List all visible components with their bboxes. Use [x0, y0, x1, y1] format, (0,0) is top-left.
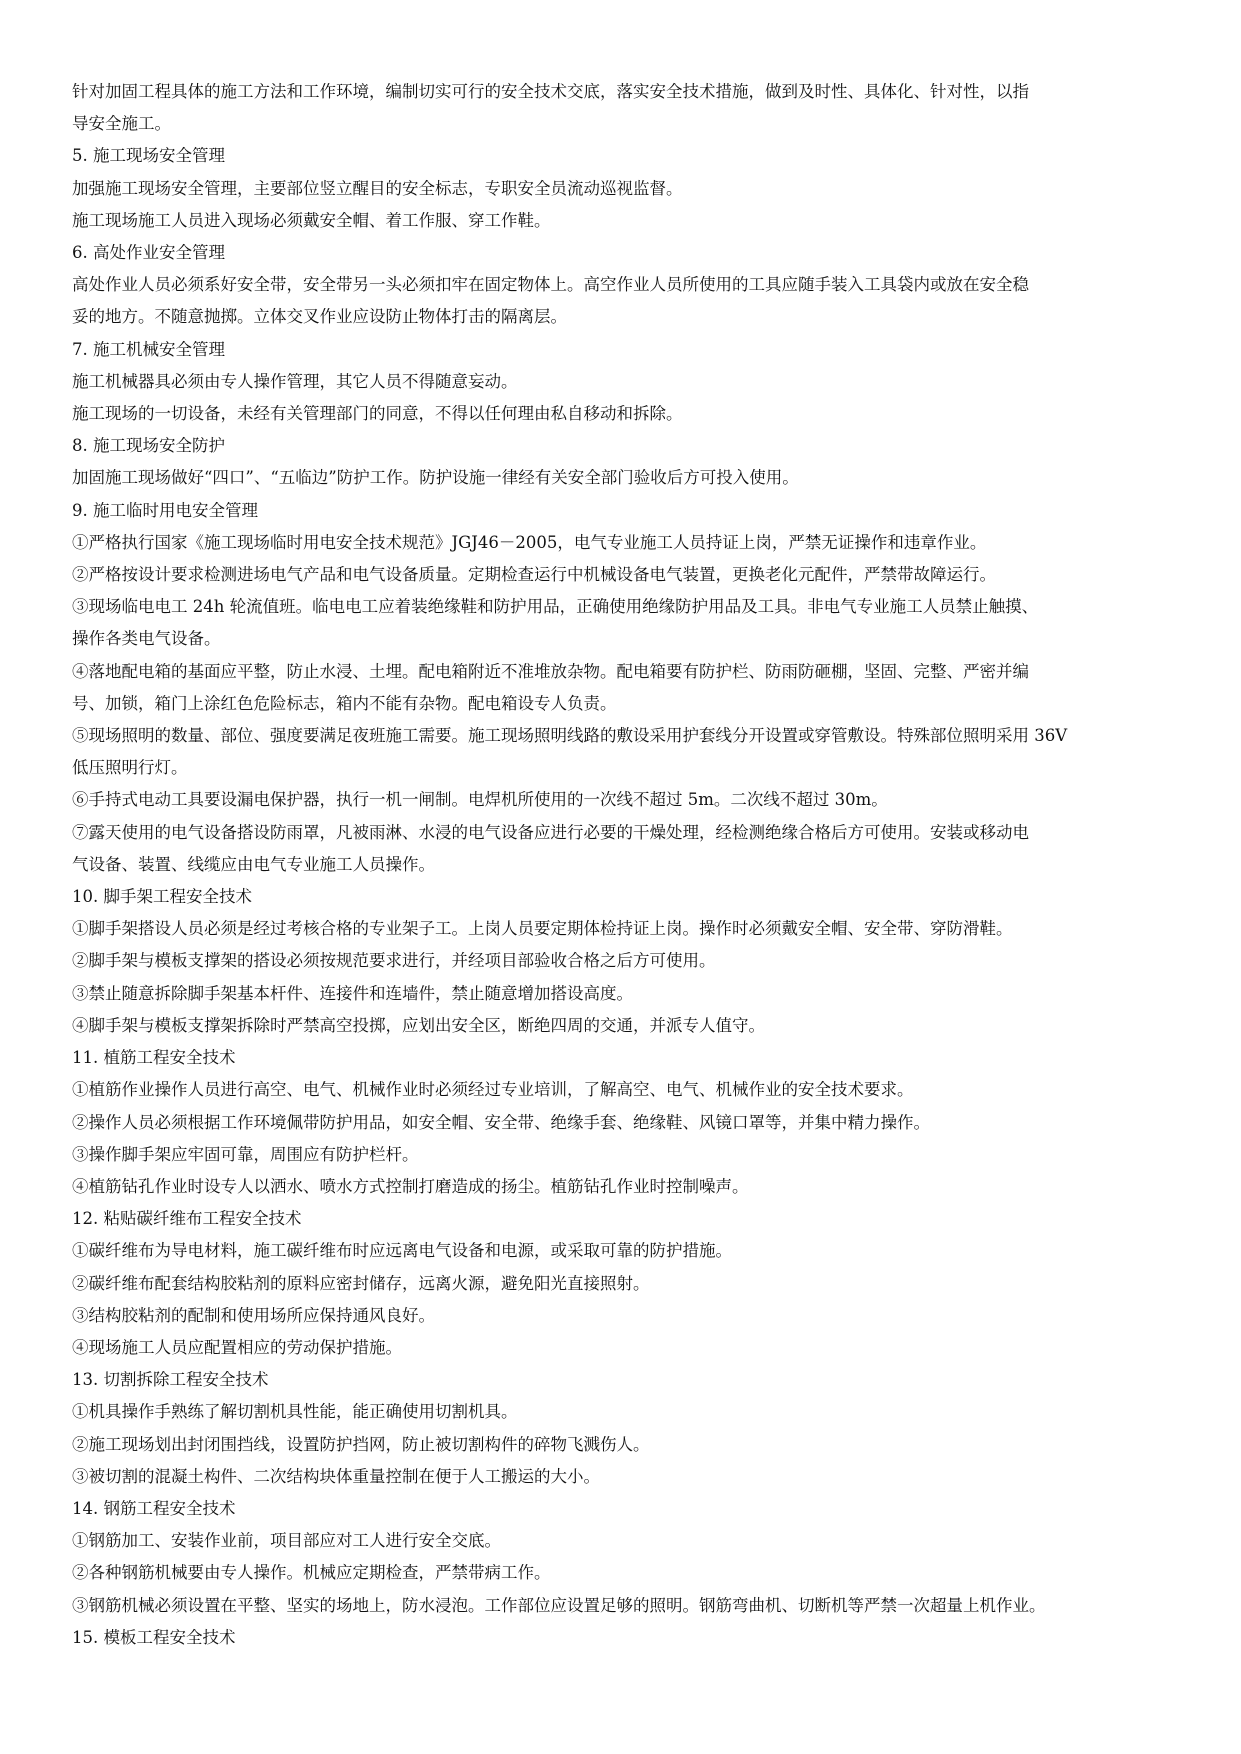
text-line: ③禁止随意拆除脚手架基本杆件、连接件和连墙件，禁止随意增加搭设高度。 [72, 983, 633, 1003]
text-line: 13. 切割拆除工程安全技术 [72, 1370, 269, 1390]
text-line: ①碳纤维布为导电材料，施工碳纤维布时应远离电气设备和电源，或采取可靠的防护措施。 [72, 1241, 732, 1261]
text-line: 针对加固工程具体的施工方法和工作环境，编制切实可行的安全技术交底，落实安全技术措施，做到及时性、具体化、针对性，以指 [72, 82, 1029, 101]
text-line: ⑥手持式电动工具要设漏电保护器，执行一机一闸制。电焊机所使用的一次线不超过 5m。二次线不超过 30m。 [72, 790, 888, 810]
text-line: ②施工现场划出封闭围挡线，设置防护挡网，防止被切割构件的碎物飞溅伤人。 [72, 1434, 650, 1454]
text-line: 施工机械器具必须由专人操作管理，其它人员不得随意妄动。 [72, 371, 518, 391]
text-line: ①机具操作手熟练了解切割机具性能，能正确使用切割机具。 [72, 1402, 518, 1422]
text-line: 导安全施工。 [72, 114, 171, 134]
text-line: 操作各类电气设备。 [72, 629, 221, 649]
text-line: ②操作人员必须根据工作环境佩带防护用品，如安全帽、安全带、绝缘手套、绝缘鞋、风镜口罩等，并集中精力操作。 [72, 1112, 930, 1132]
text-line: 气设备、装置、线缆应由电气专业施工人员操作。 [72, 854, 435, 874]
text-line: ①钢筋加工、安装作业前，项目部应对工人进行安全交底。 [72, 1531, 501, 1551]
text-line: 5. 施工现场安全管理 [72, 146, 225, 166]
text-line: ①严格执行国家《施工现场临时用电安全技术规范》JGJ46－2005，电气专业施工人员持证上岗，严禁无证操作和违章作业。 [72, 532, 987, 552]
text-line: ③现场临电电工 24h 轮流值班。临电电工应着装绝缘鞋和防护用品，正确使用绝缘防护用品及工具。非电气专业施工人员禁止触摸、 [72, 597, 1039, 617]
text-line: 7. 施工机械安全管理 [72, 339, 225, 359]
text-line: ④脚手架与模板支撑架拆除时严禁高空投掷，应划出安全区，断绝四周的交通，并派专人值守。 [72, 1015, 765, 1035]
text-line: ③结构胶粘剂的配制和使用场所应保持通风良好。 [72, 1305, 435, 1325]
text-line: 12. 粘贴碳纤维布工程安全技术 [72, 1209, 302, 1229]
text-line: 加强施工现场安全管理，主要部位竖立醒目的安全标志，专职安全员流动巡视监督。 [72, 178, 683, 198]
text-line: 加固施工现场做好“四口”、“五临边”防护工作。防护设施一律经有关安全部门验收后方可投入使用。 [72, 468, 799, 488]
text-line: ③被切割的混凝土构件、二次结构块体重量控制在便于人工搬运的大小。 [72, 1466, 600, 1486]
text-line: 号、加锁，箱门上涂红色危险标志，箱内不能有杂物。配电箱设专人负责。 [72, 693, 617, 713]
text-line: 11. 植筋工程安全技术 [72, 1048, 236, 1068]
text-line: ②各种钢筋机械要由专人操作。机械应定期检查，严禁带病工作。 [72, 1563, 551, 1583]
text-line: ②脚手架与模板支撑架的搭设必须按规范要求进行，并经项目部验收合格之后方可使用。 [72, 951, 716, 971]
text-line: 9. 施工临时用电安全管理 [72, 500, 258, 520]
text-line: 低压照明行灯。 [72, 758, 188, 778]
text-line: ③操作脚手架应牢固可靠，周围应有防护栏杆。 [72, 1144, 419, 1164]
text-line: ①植筋作业操作人员进行高空、电气、机械作业时必须经过专业培训，了解高空、电气、机械作业的安全技术要求。 [72, 1080, 914, 1100]
text-line: ④植筋钻孔作业时设专人以洒水、喷水方式控制打磨造成的扬尘。植筋钻孔作业时控制噪声。 [72, 1176, 749, 1196]
text-line: ①脚手架搭设人员必须是经过考核合格的专业架子工。上岗人员要定期体检持证上岗。操作时必须戴安全帽、安全带、穿防滑鞋。 [72, 919, 1013, 939]
text-line: 施工现场的一切设备，未经有关管理部门的同意，不得以任何理由私自移动和拆除。 [72, 404, 683, 424]
text-line: 6. 高处作业安全管理 [72, 243, 225, 263]
text-line: 15. 模板工程安全技术 [72, 1627, 236, 1647]
text-line: ④现场施工人员应配置相应的劳动保护措施。 [72, 1337, 402, 1357]
text-line: 8. 施工现场安全防护 [72, 436, 225, 456]
text-line: ④落地配电箱的基面应平整，防止水浸、土埋。配电箱附近不准堆放杂物。配电箱要有防护栏、防雨防砸棚，坚固、完整、严密并编 [72, 661, 1029, 681]
text-line: ⑤现场照明的数量、部位、强度要满足夜班施工需要。施工现场照明线路的敷设采用护套线分开设置或穿管敷设。特殊部位照明采用 36V [72, 726, 1068, 746]
text-line: ⑦露天使用的电气设备搭设防雨罩，凡被雨淋、水浸的电气设备应进行必要的干燥处理，经检测绝缘合格后方可使用。安装或移动电 [72, 822, 1029, 842]
text-line: ③钢筋机械必须设置在平整、坚实的场地上，防水浸泡。工作部位应设置足够的照明。钢筋弯曲机、切断机等严禁一次超量上机作业。 [72, 1595, 1046, 1615]
text-line: 10. 脚手架工程安全技术 [72, 887, 252, 907]
text-line: ②严格按设计要求检测进场电气产品和电气设备质量。定期检查运行中机械设备电气装置，更换老化元配件，严禁带故障运行。 [72, 565, 996, 585]
text-line: 施工现场施工人员进入现场必须戴安全帽、着工作服、穿工作鞋。 [72, 210, 551, 230]
text-line: 妥的地方。不随意抛掷。立体交叉作业应设防止物体打击的隔离层。 [72, 307, 567, 327]
text-line: 高处作业人员必须系好安全带，安全带另一头必须扣牢在固定物体上。高空作业人员所使用的工具应随手装入工具袋内或放在安全稳 [72, 275, 1029, 295]
text-line: ②碳纤维布配套结构胶粘剂的原料应密封储存，远离火源，避免阳光直接照射。 [72, 1273, 650, 1293]
text-line: 14. 钢筋工程安全技术 [72, 1498, 236, 1518]
